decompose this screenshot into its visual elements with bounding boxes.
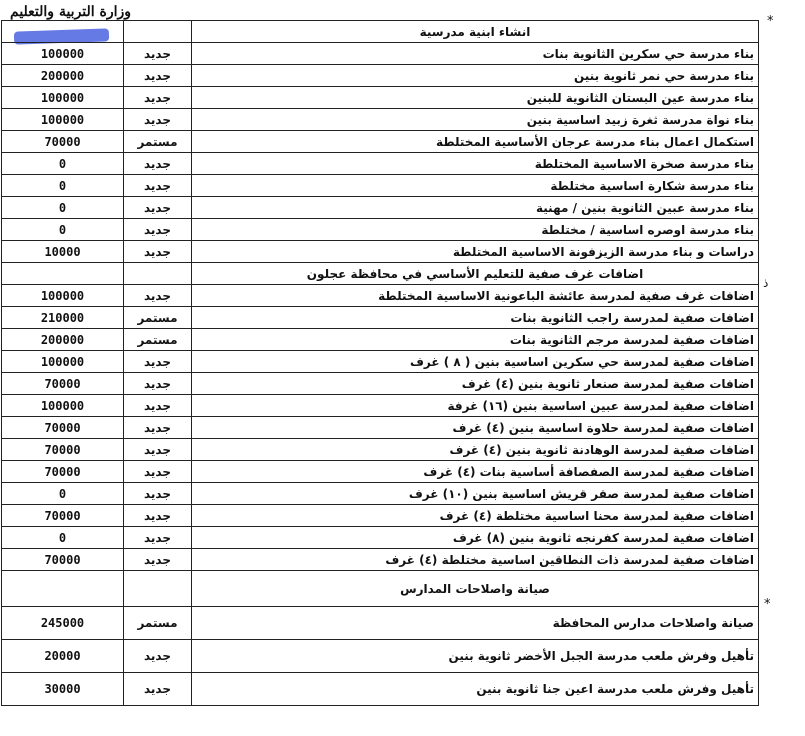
margin-star-bottom: * <box>764 597 771 612</box>
table-row <box>2 461 759 483</box>
table-row <box>2 175 759 197</box>
status-cell: مستمر <box>124 607 192 640</box>
description-cell: اضافات صفية لمدرسة مرجم الثانوية بنات <box>192 329 759 351</box>
table-row <box>2 285 759 307</box>
status-cell: جديد <box>124 109 192 131</box>
budget-table <box>1 20 759 706</box>
amount-cell: 20000 <box>2 640 124 673</box>
amount-cell: 100000 <box>2 109 124 131</box>
status-cell: جديد <box>124 417 192 439</box>
amount-cell: 0 <box>2 219 124 241</box>
amount-cell: 100000 <box>2 351 124 373</box>
amount-cell: 70000 <box>2 505 124 527</box>
status-cell: جديد <box>124 175 192 197</box>
status-cell: جديد <box>124 461 192 483</box>
description-cell: صيانة واصلاحات مدارس المحافظة <box>192 607 759 640</box>
description-cell: اضافات صفية لمدرسة حي سكرين اساسية بنين ( ٨ ) غرف <box>192 351 759 373</box>
amount-cell: 200000 <box>2 329 124 351</box>
description-cell: اضافات صفية لمدرسة صقر قريش اساسية بنين (١٠) غرف <box>192 483 759 505</box>
table-row <box>2 87 759 109</box>
status-cell: جديد <box>124 395 192 417</box>
table-row <box>2 673 759 706</box>
amount-cell: 70000 <box>2 439 124 461</box>
description-cell: بناء مدرسة اوصره اساسية / مختلطة <box>192 219 759 241</box>
status-cell: جديد <box>124 87 192 109</box>
amount-cell: 210000 <box>2 307 124 329</box>
amount-cell: 70000 <box>2 417 124 439</box>
table-row <box>2 43 759 65</box>
description-cell: اضافات صفية لمدرسة الصفصافة أساسية بنات (٤) غرف <box>192 461 759 483</box>
amount-cell: 70000 <box>2 131 124 153</box>
description-cell: اضافات صفية لمدرسة حلاوة اساسية بنين (٤) غرف <box>192 417 759 439</box>
table-row <box>2 65 759 87</box>
description-cell: استكمال اعمال بناء مدرسة عرجان الأساسية المختلطة <box>192 131 759 153</box>
status-cell: مستمر <box>124 307 192 329</box>
status-cell: جديد <box>124 640 192 673</box>
amount-cell: 70000 <box>2 549 124 571</box>
status-cell: جديد <box>124 285 192 307</box>
table-row <box>2 373 759 395</box>
table-row <box>2 109 759 131</box>
margin-star-top: * <box>767 14 774 29</box>
section-header-maintenance <box>2 571 759 607</box>
section-header-classrooms <box>2 263 759 285</box>
description-cell: بناء مدرسة صخرة الاساسية المختلطة <box>192 153 759 175</box>
status-cell: جديد <box>124 241 192 263</box>
status-cell: جديد <box>124 65 192 87</box>
status-cell: جديد <box>124 43 192 65</box>
table-row <box>2 417 759 439</box>
section-title: انشاء ابنية مدرسية <box>192 21 759 43</box>
amount-cell: 0 <box>2 197 124 219</box>
status-cell: جديد <box>124 439 192 461</box>
description-cell: بناء نواة مدرسة ثغرة زبيد اساسية بنين <box>192 109 759 131</box>
status-cell: جديد <box>124 505 192 527</box>
status-cell: جديد <box>124 373 192 395</box>
status-cell: جديد <box>124 351 192 373</box>
amount-cell: 0 <box>2 483 124 505</box>
description-cell: اضافات صفية لمدرسة الوهادنة ثانوية بنين (٤) غرف <box>192 439 759 461</box>
description-cell: دراسات و بناء مدرسة الزيزفونة الاساسية المختلطة <box>192 241 759 263</box>
description-cell: اضافات صفية لمدرسة راجب الثانوية بنات <box>192 307 759 329</box>
table-row <box>2 307 759 329</box>
description-cell: اضافات صفية لمدرسة كفرنجه ثانوية بنين (٨) غرف <box>192 527 759 549</box>
status-cell: جديد <box>124 527 192 549</box>
status-cell: مستمر <box>124 329 192 351</box>
status-cell: جديد <box>124 483 192 505</box>
table-row <box>2 549 759 571</box>
table-row <box>2 153 759 175</box>
status-cell: جديد <box>124 219 192 241</box>
amount-cell: 70000 <box>2 373 124 395</box>
amount-cell: 100000 <box>2 285 124 307</box>
amount-cell: 0 <box>2 527 124 549</box>
section-title: صيانة واصلاحات المدارس <box>192 571 759 607</box>
amount-cell: 0 <box>2 175 124 197</box>
amount-cell: 200000 <box>2 65 124 87</box>
description-cell: بناء مدرسة حي سكرين الثانوية بنات <box>192 43 759 65</box>
table-row <box>2 640 759 673</box>
table-row <box>2 197 759 219</box>
description-cell: اضافات غرف صفية لمدرسة عائشة الباعونية الاساسية المختلطة <box>192 285 759 307</box>
description-cell: اضافات صفية لمدرسة صنعار ثانوية بنين (٤) غرف <box>192 373 759 395</box>
amount-cell: 100000 <box>2 87 124 109</box>
section-title: اضافات غرف صفية للتعليم الأساسي في محافظة عجلون <box>192 263 759 285</box>
table-row <box>2 241 759 263</box>
description-cell: تأهيل وفرش ملعب مدرسة اعين جنا ثانوية بنين <box>192 673 759 706</box>
table-row <box>2 395 759 417</box>
status-cell: جديد <box>124 153 192 175</box>
amount-cell: 10000 <box>2 241 124 263</box>
table-row <box>2 329 759 351</box>
table-row <box>2 527 759 549</box>
description-cell: بناء مدرسة شكارة اساسية مختلطة <box>192 175 759 197</box>
status-cell: مستمر <box>124 131 192 153</box>
description-cell: تأهيل وفرش ملعب مدرسة الجبل الأخضر ثانوية بنين <box>192 640 759 673</box>
status-cell: جديد <box>124 549 192 571</box>
amount-cell: 245000 <box>2 607 124 640</box>
description-cell: بناء مدرسة عبين الثانوية بنين / مهنية <box>192 197 759 219</box>
description-cell: اضافات صفية لمدرسة محنا اساسية مختلطة (٤) غرف <box>192 505 759 527</box>
description-cell: اضافات صفية لمدرسة ذات النطاقين اساسية مختلطة (٤) غرف <box>192 549 759 571</box>
margin-dhal: ذ <box>763 276 769 290</box>
amount-cell: 0 <box>2 153 124 175</box>
table-row <box>2 483 759 505</box>
amount-cell: 100000 <box>2 395 124 417</box>
status-cell: جديد <box>124 197 192 219</box>
table-row <box>2 131 759 153</box>
amount-cell: 100000 <box>2 43 124 65</box>
table-row <box>2 219 759 241</box>
description-cell: بناء مدرسة حي نمر ثانوية بنين <box>192 65 759 87</box>
amount-cell: 70000 <box>2 461 124 483</box>
table-row <box>2 505 759 527</box>
description-cell: بناء مدرسة عين البستان الثانوية للبنين <box>192 87 759 109</box>
section-header-construction <box>2 21 759 43</box>
table-row <box>2 439 759 461</box>
description-cell: اضافات صفية لمدرسة عبين اساسية بنين (١٦) غرفة <box>192 395 759 417</box>
status-cell: جديد <box>124 673 192 706</box>
ministry-heading: وزارة التربية والتعليم <box>10 4 132 20</box>
table-row <box>2 351 759 373</box>
amount-cell: 30000 <box>2 673 124 706</box>
table-row <box>2 607 759 640</box>
